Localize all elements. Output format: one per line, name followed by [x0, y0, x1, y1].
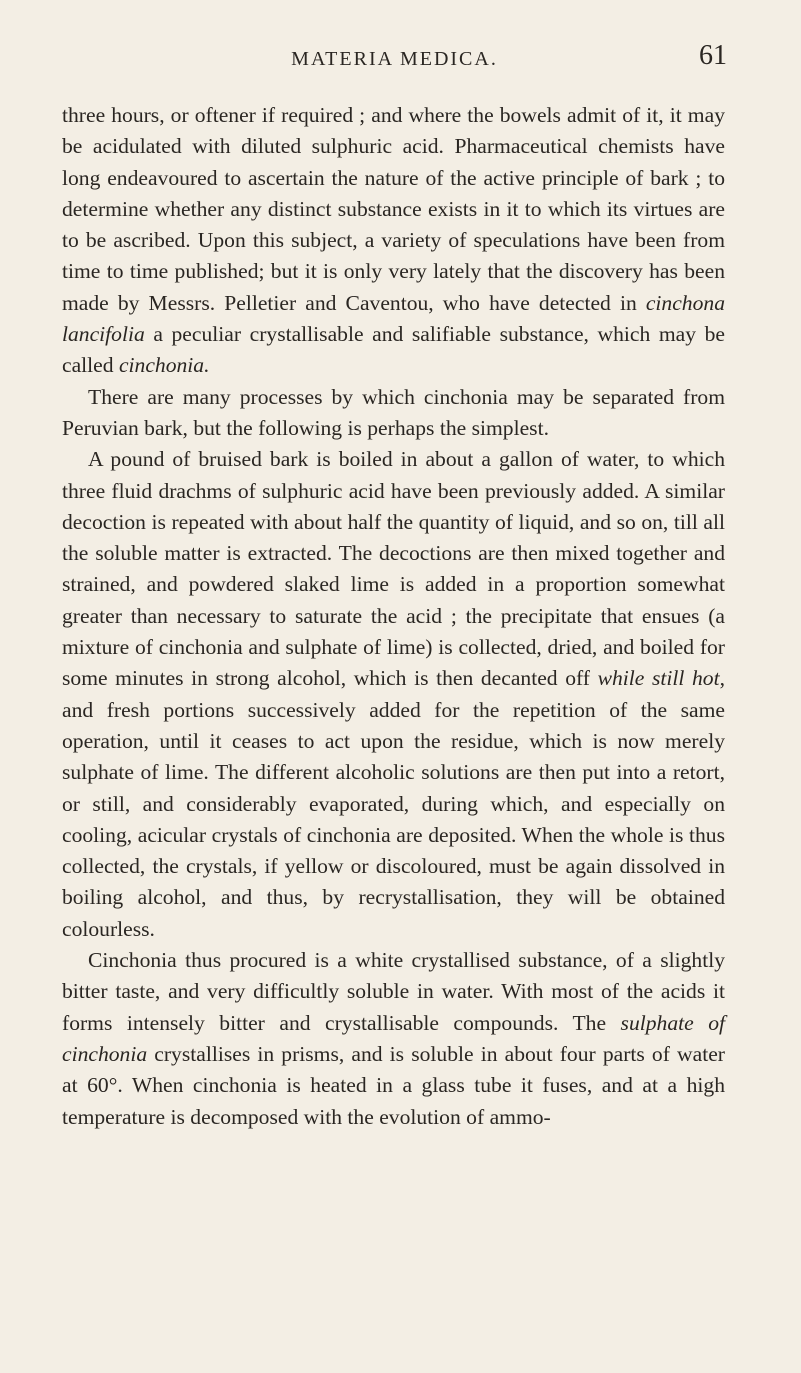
- text-run: A pound of bruised bark is boiled in about a gallon of water, to which three fluid drachms of sulphuric acid have been previously added. A similar decoction is repeated with about half the quantity of liquid, and so on, till all the soluble matter is extracted. The decoctions are then mixed together and strained, and powdered slaked lime is added in a proportion somewhat greater than necessary to saturate the acid ; the precipitate that ensues (a mixture of cinchonia and sulphate of lime) is collected, dried, and boiled for some minutes in strong alcohol, which is then decanted off: [62, 447, 725, 691]
- text-run: three hours, or oftener if required ; and where the bowels admit of it, it may be acidulated with diluted sulphuric acid. Pharmaceutical chemists have long endeavoured to ascertain the nature of the active principle of bark ; to determine whether any distinct substance exists in it to which its virtues are to be ascribed. Upon this subject, a variety of speculations have been from time to time published; but it is only very lately that the discovery has been made by Messrs. Pelletier and Caventou, who have detected in: [62, 103, 725, 315]
- italic-text: sulphate of cinchonia: [62, 1010, 725, 1066]
- running-head: [62, 40, 727, 80]
- italic-text: cinchonia.: [118, 353, 210, 378]
- text-run: There are many processes by which cinchonia may be separated from Peruvian bark, but the following is perhaps the simplest.: [62, 384, 725, 440]
- body-text: [62, 100, 725, 1133]
- text-run: Cinchonia thus procured is a white crystallised substance, of a slightly bitter taste, and very difficultly soluble in water. With most of the acids it forms intensely bitter and crystallisable compounds. The: [62, 948, 725, 1035]
- paragraph: [62, 945, 725, 1133]
- paragraph: [62, 444, 725, 945]
- running-title: MATERIA MEDICA.: [291, 48, 498, 70]
- text-run: crystallises in prisms, and is soluble in about four parts of water at 60°. When cinchonia is heated in a glass tube it fuses, and at a high temperature is decomposed with the evolution of ammo-: [62, 1041, 725, 1129]
- text-run: , and fresh portions successively added for the repetition of the same operation, until it ceases to act upon the residue, which is now merely sulphate of lime. The different alcoholic solutions are then put into a retort, or still, and considerably evaporated, during which, and especially on cooling, acicular crystals of cinchonia are deposited. When the whole is thus collected, the crystals, if yellow or discoloured, must be again dissolved in boiling alcohol, and thus, by recrystallisation, they will be obtained colourless.: [62, 666, 725, 941]
- page-number: 61: [699, 40, 727, 71]
- paragraph: [62, 100, 725, 382]
- italic-text: cinchona lancifolia: [62, 290, 725, 347]
- text-run: a peculiar crystallisable and salifiable substance, which may be called: [62, 322, 725, 378]
- italic-text: while still hot: [597, 666, 720, 691]
- paragraph: [62, 382, 725, 445]
